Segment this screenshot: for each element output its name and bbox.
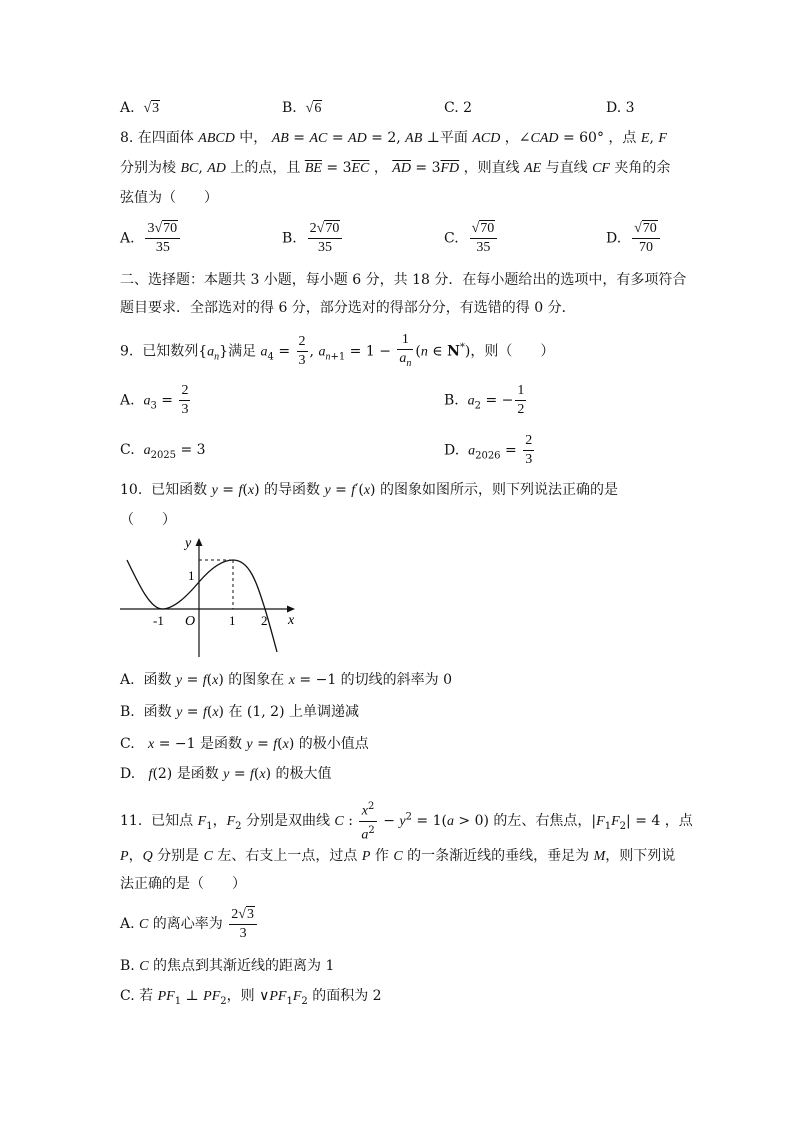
q8-option-b: B. $\frac{2√70}{35}$ — [282, 220, 344, 257]
tick-label-1: 1 — [229, 613, 236, 628]
q7-option-d: D. 3 — [606, 100, 635, 116]
q9-option-c: C. $a_{2025} = 3$ — [120, 442, 206, 461]
q11-option-b: B. C 的焦点到其渐近线的距离为 1 — [120, 958, 335, 974]
q10-option-b: B. 函数 y = f(x) 在 (1, 2) 上单调递减 — [120, 704, 359, 720]
q10-derivative-graph — [115, 532, 305, 662]
derivative-curve — [127, 560, 277, 652]
q7-option-c: C. 2 — [444, 100, 473, 116]
q9-option-b: B. $a_2$ = − $\frac{1}{2}$ — [444, 383, 525, 417]
q8-stem-line3: 弦值为（ ） — [120, 190, 218, 206]
section2-instructions-line2: 题目要求．全部选对的得 6 分，部分选对的得部分分，有选错的得 0 分． — [120, 300, 576, 316]
q11-stem-line2: P，Q 分别是 C 左、右支上一点，过点 P 作 C 的一条渐近线的垂线，垂足为 M，则下列说 — [120, 848, 676, 864]
tick-label-neg1: -1 — [153, 613, 164, 628]
y-axis-label: y — [185, 536, 192, 551]
q8-option-a: A. $\frac{3√70}{35}$ — [120, 220, 182, 257]
x-axis-arrow — [287, 606, 295, 613]
q11-option-a: A. C 的离心率为 $\frac{2√3}{3}$ — [120, 904, 259, 945]
q8-stem-line1: 8. 在四面体 ABCD 中， AB = AC = AD = 2, AB ⊥平面 ACD ，∠CAD = 60° ，点 E, F — [120, 130, 667, 146]
q9-option-d: D. $a_{2026}$ = $\frac{2}{3}$ — [444, 433, 533, 467]
q10-option-a: A. 函数 y = f(x) 的图象在 x = −1 的切线的斜率为 0 — [120, 672, 453, 688]
y-axis-arrow — [196, 538, 203, 546]
q10-stem-line2: （ ） — [120, 512, 176, 528]
q11-stem-line3: 法正确的是（ ） — [120, 876, 246, 892]
q8-option-d: D. $\frac{√70}{70}$ — [606, 220, 662, 257]
q9-option-a: A. $a_3$ = $\frac{2}{3}$ — [120, 383, 189, 417]
q7-option-b: B. √6 — [282, 100, 322, 116]
x-axis-label: x — [288, 613, 295, 628]
q10-option-d: D. f(2) 是函数 y = f(x) 的极大值 — [120, 766, 332, 782]
tick-label-2: 2 — [261, 613, 268, 628]
q8-stem-line2: 分别为棱 BC, AD 上的点，且 $\overline{BE} = 3\overline{EC}$ ， $\overline{AD} = 3\overline{FD}$ ，则直线 AE 与直线 CF 夹角的余 — [120, 160, 671, 176]
q7-option-a: A. √3 — [120, 100, 160, 116]
q8-option-c: C. $\frac{√70}{35}$ — [444, 220, 499, 257]
y-tick-label-1: 1 — [188, 568, 195, 583]
origin-label: O — [185, 614, 196, 629]
section2-instructions-line1: 二、选择题：本题共 3 小题，每小题 6 分，共 18 分．在每小题给出的选项中，有多项符合 — [120, 272, 687, 288]
q11-stem-line1: 11. 已知点 $F_1$，$F_2$ 分别是双曲线 C : $\frac{x^2}{a^2}$ − $y^2 = 1(a > 0)$ 的左、右焦点，$|F_1F_2| = 4$ ，点 — [120, 798, 693, 845]
q11-option-c: C. 若 $PF_1$ ⊥ $PF_2$，则 $\vee PF_1F_2$ 的面积为 2 — [120, 988, 382, 1007]
q9-stem: 9. 已知数列$\{a_n\}$满足 $a_4$ = $\frac{2}{3}$ , $a_{n+1} = 1$ − $\frac{1}{a_n}$ (n ∈ N*)，则（ ） — [120, 331, 555, 369]
q10-option-c: C. x = −1 是函数 y = f(x) 的极小值点 — [120, 736, 369, 752]
q10-stem-line1: 10. 已知函数 y = f(x) 的导函数 y = f′(x) 的图象如图所示，则下列说法正确的是 — [120, 482, 618, 498]
